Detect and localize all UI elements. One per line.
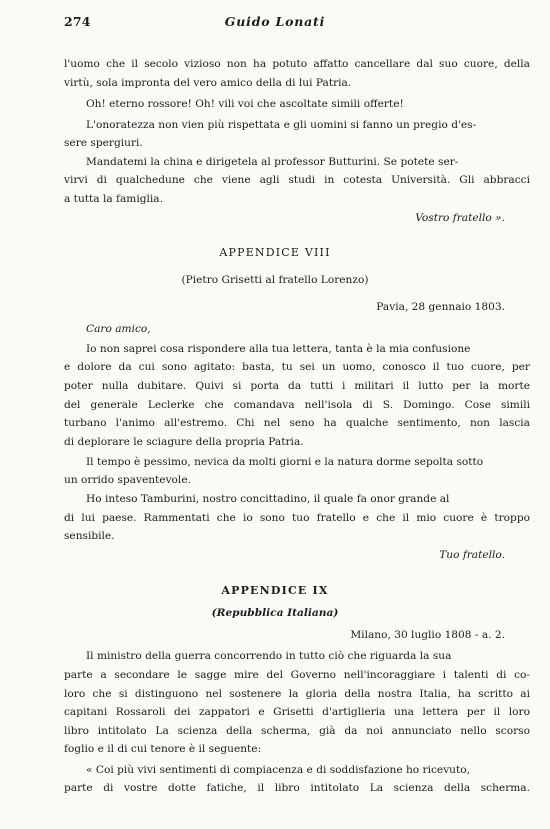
text-line: libro intitolato La scienza della scherma, già da noi annunciato nello scorso [64, 725, 530, 737]
appendix-subtitle: (Repubblica Italiana) [211, 607, 339, 619]
text-line: sere spergiuri. [64, 137, 143, 149]
text-line: virtù, sola impronta del vero amico della di lui Patria. [64, 77, 352, 89]
text-line: parte a secondare le sagge mire del Governo nell'incoraggiare i talenti di co- [64, 669, 530, 681]
text-line: del generale Leclerke che comandava nell'isola di S. Domingo. Cose simili [64, 399, 530, 411]
text-line: loro che si distinguono nel sostenere la gloria della nostra Italia, ha scritto ai [64, 688, 530, 700]
appendix-subtitle: (Pietro Grisetti al fratello Lorenzo) [181, 274, 369, 286]
text-line: e dolore da cui sono agitato: basta, tu sei un uomo, conosco il tuo cuore, per [64, 361, 530, 373]
text-line: di lui paese. Rammentati che io sono tuo fratello e che il mio cuore è troppo [64, 512, 530, 524]
text-line: di deplorare le sciagure della propria Patria. [64, 436, 304, 448]
text-line: a tutta la famiglia. [64, 193, 163, 205]
signature-line: Tuo fratello. [439, 549, 505, 561]
text-line: foglio e il di cui tenore è il seguente: [64, 743, 262, 755]
appendix-heading: APPENDICE VIII [219, 246, 331, 259]
date-line: Pavia, 28 gennaio 1803. [376, 301, 505, 313]
text-line: Mandatemi la china e dirigetela al professor Butturini. Se potete ser- [86, 156, 459, 168]
salutation: Caro amico, [86, 323, 151, 335]
text-line: parte di vostre dotte fatiche, il libro intitolato La scienza della scherma. [64, 782, 530, 794]
page-header [0, 14, 550, 34]
appendix-heading: APPENDICE IX [221, 584, 329, 597]
text-line: turbano l'animo all'estremo. Chi nel seno ha qualche sentimento, non lascia [64, 417, 530, 429]
page-number: 274 [64, 14, 91, 29]
text-line: Il ministro della guerra concorrendo in tutto ciò che riguarda la sua [86, 650, 452, 662]
text-line: poter nulla dubitare. Quivi si porta da tutti i militari il lutto per la morte [64, 380, 530, 392]
text-line: virvi di qualchedune che viene agli studi in cotesta Università. Gli abbracci [64, 174, 530, 186]
text-line: Il tempo è pessimo, nevica da molti giorni e la natura dorme sepolta sotto [86, 456, 484, 468]
date-line: Milano, 30 luglio 1808 - a. 2. [350, 629, 505, 641]
text-line: L'onoratezza non vien più rispettata e gli uomini si fanno un pregio d'es- [86, 119, 477, 131]
text-line: « Coi più vivi sentimenti di compiacenza e di soddisfazione ho ricevuto, [86, 764, 471, 776]
text-line: Oh! eterno rossore! Oh! vili voi che ascoltate simili offerte! [86, 98, 404, 110]
text-line: un orrido spaventevole. [64, 474, 191, 486]
text-line: Ho inteso Tamburini, nostro concittadino, il quale fa onor grande al [86, 493, 450, 505]
text-line: l'uomo che il secolo vizioso non ha potuto affatto cancellare dal suo cuore, della [64, 58, 530, 70]
signature-line: Vostro fratello ». [415, 212, 505, 224]
running-title: Guido Lonati [224, 14, 326, 29]
text-line: sensibile. [64, 530, 115, 542]
text-line: Io non saprei cosa rispondere alla tua lettera, tanta è la mia confusione [86, 343, 471, 355]
text-line: capitani Rossaroli dei zappatori e Grisetti d'artiglieria una lettera per il loro [64, 706, 530, 718]
